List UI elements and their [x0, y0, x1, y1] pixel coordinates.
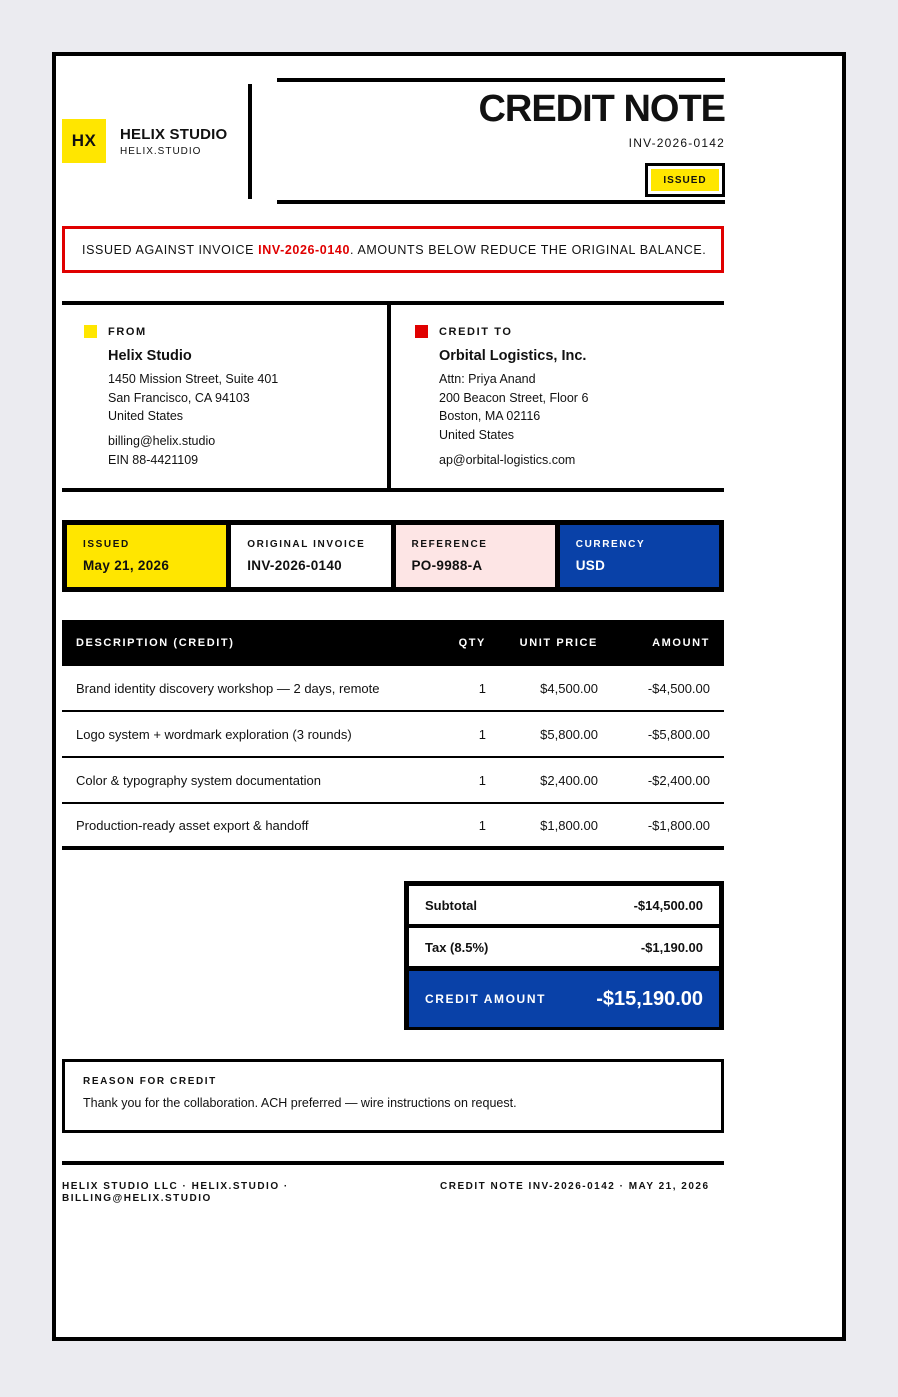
table-row: [62, 712, 724, 758]
header-description: DESCRIPTION (CREDIT): [76, 637, 235, 649]
credit-amount-row: [409, 971, 719, 1027]
table-row: [62, 666, 724, 712]
header-divider: [248, 84, 252, 199]
meta-label: REFERENCE: [411, 539, 488, 550]
row-qty: 1: [478, 726, 486, 742]
row-unit-price: $4,500.00: [540, 680, 598, 696]
to-label: CREDIT TO: [439, 325, 513, 338]
from-address: [108, 370, 278, 470]
meta-value: PO-9988-A: [411, 558, 483, 573]
header-unit-price: UNIT PRICE: [519, 637, 598, 649]
subtotal-value: -$14,500.00: [633, 897, 703, 913]
to-address-line: Attn: Priya Anand: [439, 372, 536, 386]
footer-document-ref: CREDIT NOTE INV-2026-0142 · MAY 21, 2026: [440, 1181, 710, 1192]
to-address-line: United States: [439, 428, 515, 443]
brand-name: HELIX STUDIO: [120, 125, 228, 143]
page-footer: [62, 1161, 724, 1205]
notice-invoice-ref: INV-2026-0140: [258, 242, 351, 257]
notice-prefix: ISSUED AGAINST INVOICE: [82, 242, 259, 257]
from-address-line: United States: [108, 409, 184, 424]
meta-value: INV-2026-0140: [247, 558, 342, 573]
row-amount: -$1,800.00: [647, 817, 710, 833]
status-badge: [645, 163, 725, 197]
meta-value: May 21, 2026: [83, 558, 170, 573]
from-name: Helix Studio: [108, 348, 192, 364]
from-label-row: [84, 325, 278, 338]
line-items-table: [62, 620, 724, 850]
from-ein: EIN 88-4421109: [108, 452, 199, 467]
brand-text: [120, 126, 227, 157]
credit-amount-value: -$15,190.00: [596, 987, 703, 1010]
reason-box: [62, 1059, 724, 1133]
footer-company: HELIX STUDIO LLC · HELIX.STUDIO · BILLING@HELIX.STUDIO: [62, 1181, 289, 1204]
row-description: Brand identity discovery workshop — 2 days, remote: [76, 680, 380, 696]
row-qty: 1: [478, 680, 486, 696]
meta-label: ORIGINAL INVOICE: [247, 539, 366, 550]
table-row: [62, 804, 724, 850]
row-amount: -$4,500.00: [647, 680, 710, 696]
row-unit-price: $5,800.00: [540, 726, 598, 742]
tax-row: [409, 928, 719, 966]
row-unit-price: $1,800.00: [540, 817, 598, 833]
reason-text: Thank you for the collaboration. ACH preferred — wire instructions on request.: [83, 1096, 517, 1110]
totals-box: [404, 881, 724, 1030]
notice-suffix: . AMOUNTS BELOW REDUCE THE ORIGINAL BALANCE.: [350, 242, 707, 257]
row-qty: 1: [478, 772, 486, 788]
from-email: billing@helix.studio: [108, 434, 216, 449]
meta-strip: [62, 520, 724, 592]
subtotal-row: [409, 886, 719, 924]
title-block: [277, 78, 725, 204]
meta-label: CURRENCY: [575, 539, 646, 550]
to-name: Orbital Logistics, Inc.: [439, 348, 587, 364]
row-unit-price: $2,400.00: [540, 772, 598, 788]
subtotal-label: Subtotal: [425, 897, 477, 913]
parties-section: [62, 301, 724, 492]
row-description: Production-ready asset export & handoff: [76, 817, 309, 833]
from-address-line: 1450 Mission Street, Suite 401: [108, 372, 279, 386]
table-header: [62, 620, 724, 666]
to-address: [439, 370, 588, 470]
to-email: ap@orbital-logistics.com: [439, 452, 576, 467]
to-address-line: Boston, MA 02116: [439, 409, 541, 424]
tax-value: -$1,190.00: [640, 939, 703, 955]
from-label: FROM: [108, 325, 147, 338]
credit-notice: [62, 226, 724, 273]
brand-site: HELIX.STUDIO: [120, 145, 202, 157]
tax-label: Tax (8.5%): [425, 939, 489, 955]
row-description: Logo system + wordmark exploration (3 rounds): [76, 726, 352, 742]
header-qty: QTY: [458, 637, 486, 649]
meta-value: USD: [575, 558, 606, 573]
row-amount: -$2,400.00: [647, 772, 710, 788]
meta-original-invoice: [231, 525, 390, 587]
parties-divider: [387, 305, 391, 488]
meta-label: ISSUED: [83, 539, 130, 550]
document-number: INV-2026-0142: [628, 136, 725, 150]
yellow-square-icon: [84, 325, 97, 338]
to-label-row: [415, 325, 588, 338]
brand-logo: HX: [62, 119, 106, 163]
reason-label: REASON FOR CREDIT: [83, 1076, 217, 1087]
meta-reference: [396, 525, 555, 587]
from-address-line: San Francisco, CA 94103: [108, 390, 250, 405]
meta-issued: [67, 525, 226, 587]
red-square-icon: [415, 325, 428, 338]
header-amount: AMOUNT: [652, 637, 710, 649]
brand-block: [62, 119, 227, 163]
meta-currency: [560, 525, 719, 587]
status-badge-label: ISSUED: [651, 169, 719, 191]
to-address-line: 200 Beacon Street, Floor 6: [439, 390, 589, 405]
from-party: [84, 325, 278, 470]
row-qty: 1: [478, 817, 486, 833]
row-amount: -$5,800.00: [647, 726, 710, 742]
credit-amount-label: CREDIT AMOUNT: [425, 992, 547, 1006]
document-title: CREDIT NOTE: [478, 88, 725, 130]
table-row: [62, 758, 724, 804]
to-party: [415, 325, 588, 470]
row-description: Color & typography system documentation: [76, 772, 321, 788]
